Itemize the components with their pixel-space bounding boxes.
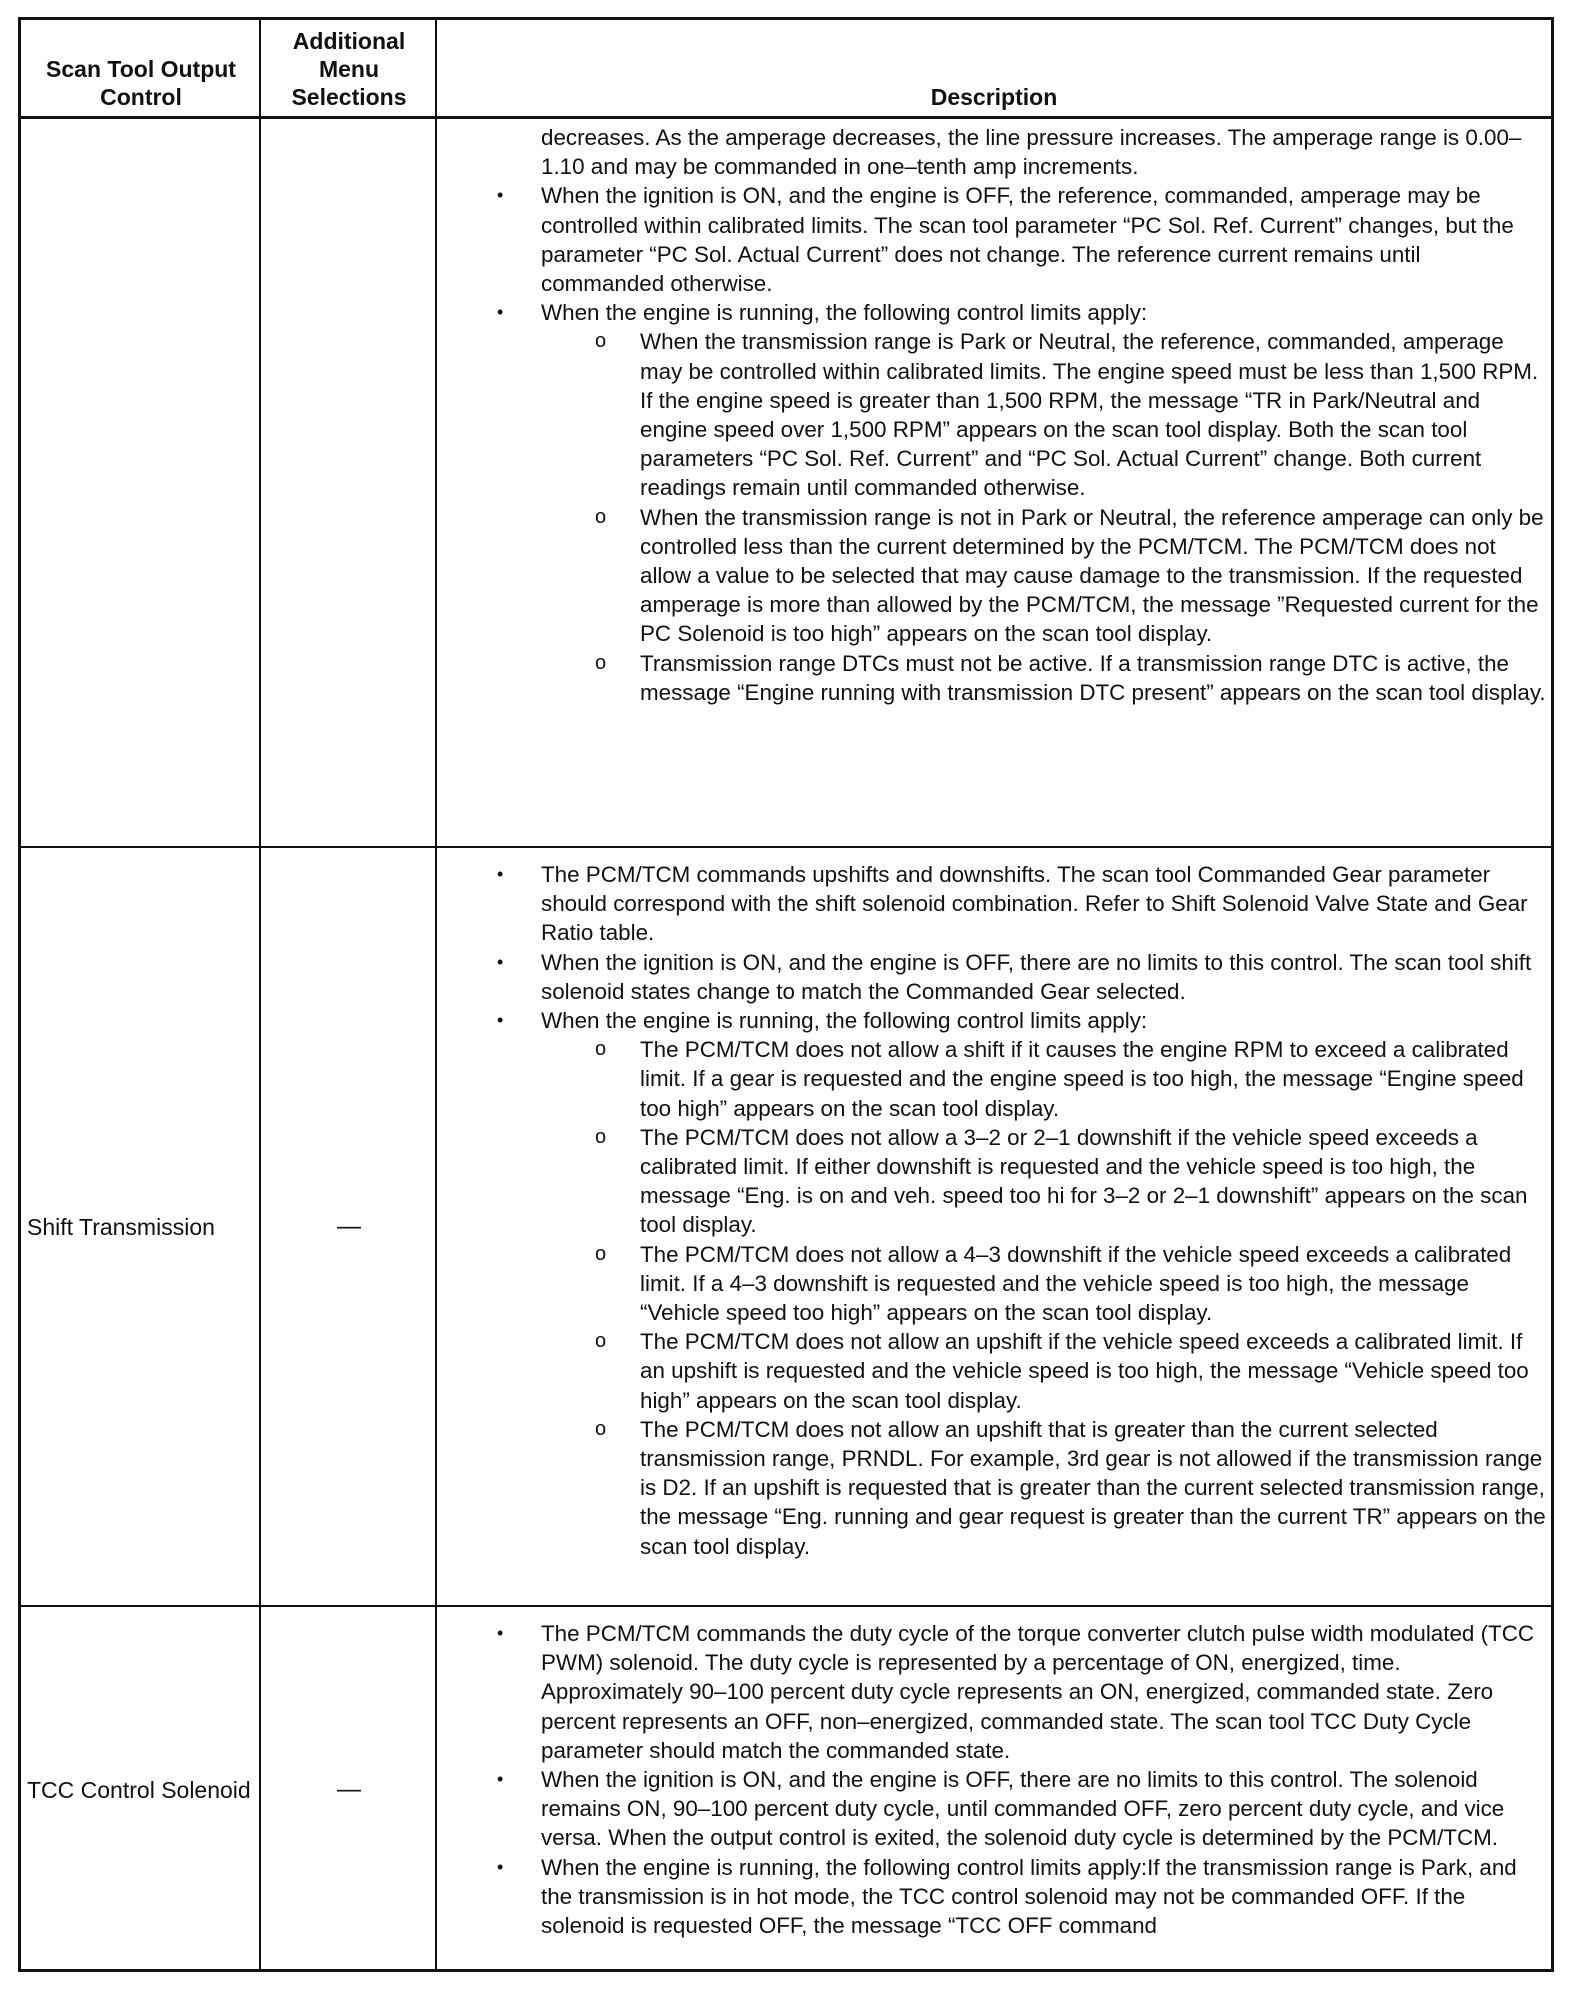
bullet-item: • When the ignition is ON, and the engine is OFF, there are no limits to this control. The scan tool shift solenoid states change to match the Commanded Gear selected. bbox=[497, 949, 1532, 1004]
sub-bullet-marker: o bbox=[595, 505, 607, 528]
bullet-marker: • bbox=[497, 1856, 504, 1877]
sub-bullet-marker: o bbox=[595, 651, 607, 674]
bullet-marker: • bbox=[497, 1010, 504, 1031]
header-scan-tool-output-control: Scan Tool Output Control bbox=[46, 56, 236, 110]
sub-bullet-item: o The PCM/TCM does not allow a 4–3 downshift if the vehicle speed exceeds a calibrated limit. If a 4–3 downshift is requested and the vehicle speed is too high, the message “Vehicle speed too high” appears on the scan tool display. bbox=[595, 1241, 1512, 1326]
sub-bullet-marker: o bbox=[595, 1242, 607, 1265]
scan-tool-output-control-table bbox=[18, 17, 1554, 1972]
sub-bullet-item: o The PCM/TCM does not allow a shift if it causes the engine RPM to exceed a calibrated limit. If a gear is requested and the engine speed is too high, the message “Engine speed too high” appears on the scan tool display. bbox=[595, 1037, 1524, 1121]
bullet-marker: • bbox=[497, 302, 504, 323]
bullet-item: • When the engine is running, the following control limits apply: bbox=[437, 1006, 1551, 1035]
bullet-item: • When the ignition is ON, and the engine is OFF, the reference, commanded, amperage may be controlled within calibrated limits. The scan tool parameter “PC Sol. Ref. Current” changes, but the parameter “PC Sol. Actual Current” does not change. The reference current remains until commanded otherwise. bbox=[497, 183, 1514, 297]
bullet-item: • The PCM/TCM commands the duty cycle of the torque converter clutch pulse width modulated (TCC PWM) solenoid. The duty cycle is represented by a percentage of ON, energized, time. Approximately 90–100 percent duty cycle represents an ON, energized, commanded state. Zero percent represents an OFF, non–energized, commanded state. The scan tool TCC Duty Cycle parameter should match the commanded state. bbox=[497, 1621, 1535, 1763]
sub-bullet-item: o When the transmission range is Park or Neutral, the reference, commanded, amperage may be controlled within calibrated limits. The engine speed must be less than 1,500 RPM. If the engine speed is greater than 1,500 RPM, the message “TR in Park/Neutral and engine speed over 1,500 RPM” appears on the scan tool display. Both the scan tool parameters “PC Sol. Ref. Current” and “PC Sol. Actual Current” change. Both current readings remain until commanded otherwise. bbox=[595, 329, 1539, 501]
bullet-marker: • bbox=[497, 864, 504, 884]
sub-bullet-marker: o bbox=[595, 330, 607, 353]
sub-bullet-marker: o bbox=[595, 1125, 607, 1148]
header-additional-menu-selections: Additional Menu Selections bbox=[291, 28, 407, 110]
bullet-marker: • bbox=[497, 1769, 504, 1790]
sub-bullet-item: o The PCM/TCM does not allow an upshift that is greater than the current selected transmission range, PRNDL. For example, 3rd gear is not allowed if the transmission range is D2. If an upshift is requested that is greater than the current selected transmission range, the message “Eng. running and gear request is greater than the current TR” appears on the scan tool display. bbox=[595, 1416, 1546, 1559]
bullet-item: • When the engine is running, the following control limits apply: bbox=[437, 298, 1551, 327]
row-2-selection: — bbox=[337, 1212, 361, 1240]
sub-bullet-item: o The PCM/TCM does not allow a 3–2 or 2–1 downshift if the vehicle speed exceeds a calibrated limit. If either downshift is requested and the vehicle speed is too high, the message “Eng. is on and veh. speed too hi for 3–2 or 2–1 downshift” appears on the scan tool display. bbox=[595, 1124, 1528, 1238]
continuation-text: decreases. As the amperage decreases, the line pressure increases. The amperage range is 0.00–1.10 and may be commanded in one–tenth amp increments. bbox=[541, 125, 1522, 180]
header-description: Description bbox=[930, 84, 1058, 110]
bullet-item: • When the engine is running, the following control limits apply:If the transmission range is Park, and the transmission is in hot mode, the TCC control solenoid may not be commanded OFF. If the solenoid is requested OFF, the message “TCC OFF command bbox=[497, 1854, 1517, 1939]
bullet-marker: • bbox=[497, 951, 504, 972]
bullet-marker: • bbox=[497, 1623, 504, 1643]
sub-bullet-item: o When the transmission range is not in Park or Neutral, the reference amperage can only be controlled less than the current determined by the PCM/TCM. The PCM/TCM does not allow a value to be selected that may cause damage to the transmission. If the requested amperage is more than allowed by the PCM/TCM, the message ”Requested current for the PC Solenoid is too high” appears on the scan tool display. bbox=[595, 504, 1544, 647]
header-divider bbox=[21, 116, 1551, 119]
sub-bullet-item: o Transmission range DTCs must not be active. If a transmission range DTC is active, the message “Engine running with transmission DTC present” appears on the scan tool display. bbox=[595, 650, 1546, 705]
row-2-description bbox=[437, 860, 1551, 1561]
row-1-description bbox=[437, 123, 1551, 707]
sub-bullet-item: o The PCM/TCM does not allow an upshift if the vehicle speed exceeds a calibrated limit. If an upshift is requested and the vehicle speed is too high, the message “Vehicle speed too high” appears on the scan tool display. bbox=[595, 1329, 1529, 1413]
row-2-control: Shift Transmission bbox=[27, 1213, 215, 1240]
bullet-item: • The PCM/TCM commands upshifts and downshifts. The scan tool Commanded Gear parameter should correspond with the shift solenoid combination. Refer to Shift Solenoid Valve State and Gear Ratio table. bbox=[497, 862, 1528, 946]
sub-bullet-marker: o bbox=[595, 1330, 607, 1353]
row-3-control: TCC Control Solenoid bbox=[27, 1776, 251, 1803]
bullet-item: • When the ignition is ON, and the engine is OFF, there are no limits to this control. The solenoid remains ON, 90–100 percent duty cycle, until commanded OFF, zero percent duty cycle, and vice versa. When the output control is exited, the solenoid duty cycle is determined by the PCM/TCM. bbox=[497, 1767, 1505, 1851]
sub-bullet-marker: o bbox=[595, 1417, 607, 1440]
sub-bullet-marker: o bbox=[595, 1038, 607, 1061]
row-3-selection: — bbox=[337, 1775, 361, 1803]
row-3-description bbox=[437, 1619, 1551, 1940]
bullet-marker: • bbox=[497, 185, 504, 206]
